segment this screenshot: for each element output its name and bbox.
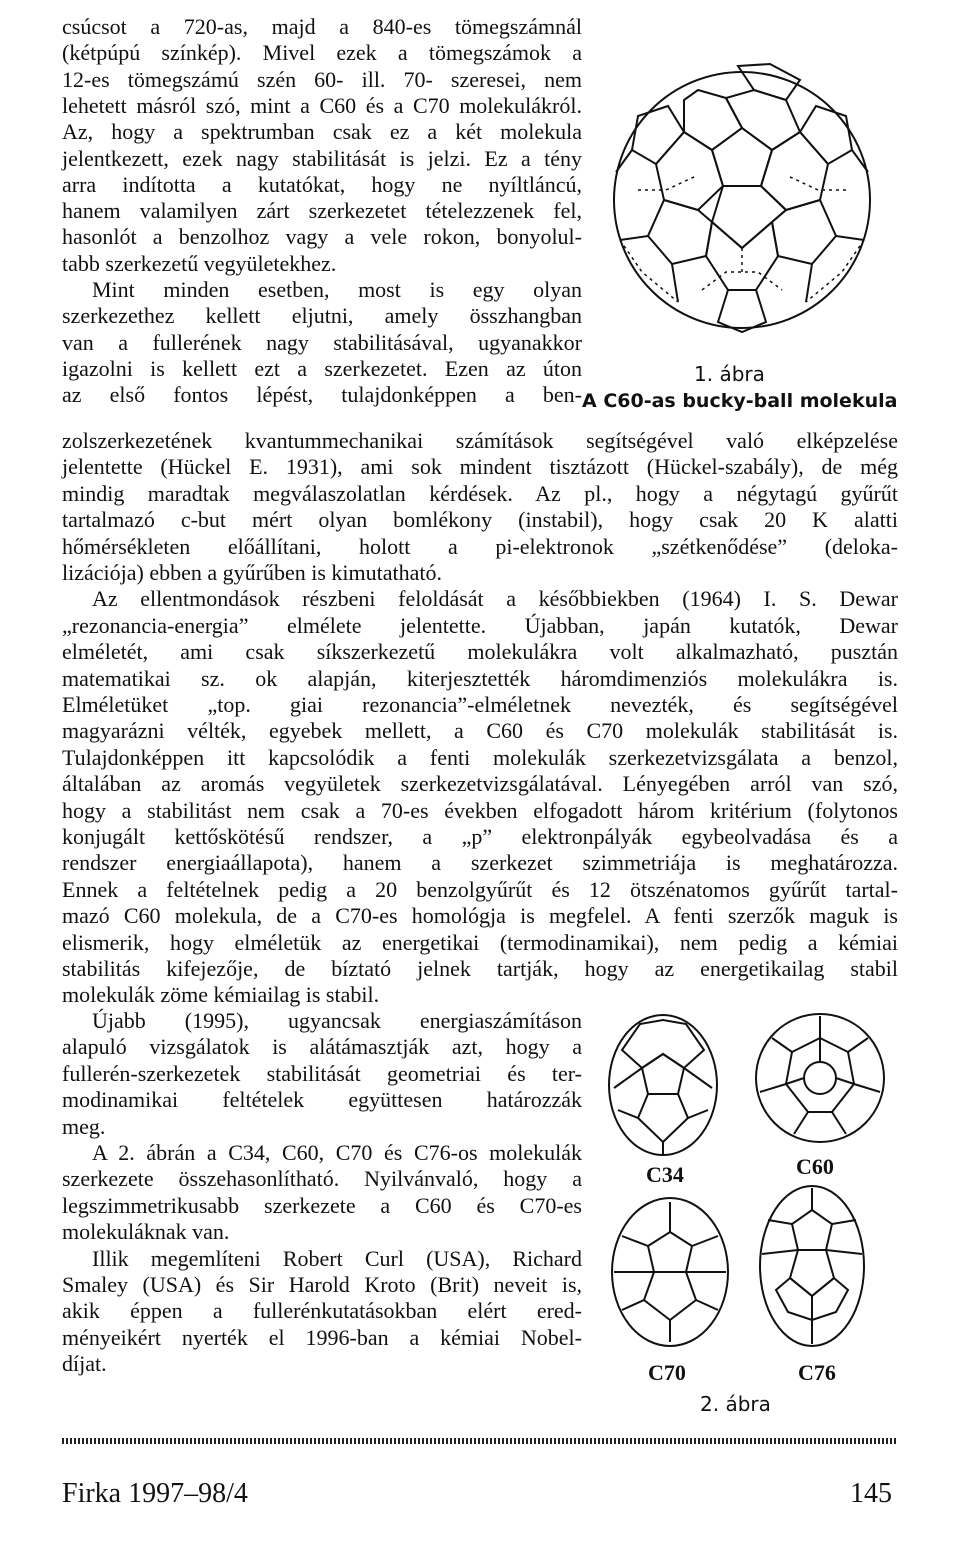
text-line: Smaley (USA) és Sir Harold Kroto (Brit) neveit is,: [62, 1272, 582, 1297]
text-line: (kétpúpú színkép). Mivel ezek a tömegszámok a: [62, 40, 582, 66]
text-line: az első fontos lépést, tulajdonképpen a ben-: [62, 382, 582, 408]
text-line: fullerén-szerkezetek stabilitását geometriai és ter-: [62, 1060, 582, 1086]
text-line: hogy a stabilitást nem csak a 70-es években elfogadott három kritérium (folytonos: [62, 797, 898, 823]
figure1-caption: A C60-as bucky-ball molekula: [582, 390, 898, 412]
text-line: magyarázni vélték, egyebek mellett, a C60 és C70 molekulák stabilitását is.: [62, 718, 898, 744]
text-line: csúcsot a 720-as, majd a 840-es tömegszámnál: [62, 14, 582, 39]
text-line: Az ellentmondások részbeni feloldását a későbbiekben (1964) I. S. Dewar: [92, 586, 898, 612]
text-line: A 2. ábrán a C34, C60, C70 és C76-os molekulák: [92, 1140, 582, 1165]
text-line: hasonlót a benzolhoz vagy a vele rokon, bonyolul-: [62, 224, 582, 250]
text-line: alapuló vizsgálatok is alátámasztják azt, hogy a: [62, 1034, 582, 1060]
text-line: tartalmazó c-but mért olyan bomlékony (instabil), hogy csak 20 K alatti: [62, 507, 898, 533]
figure2-number: 2. ábra: [700, 1392, 771, 1416]
text-line: lehetett másról szó, mint a C60 és a C70 molekulákról.: [62, 92, 582, 118]
text-line: igazolni is kellett ezt a szerkezetet. Ezen az úton: [62, 355, 582, 381]
text-line: zolszerkezetének kvantummechanikai számítások segítségével való elképzelése: [62, 428, 898, 453]
text-line: legszimmetrikusabb szerkezete a C60 és C70-es: [62, 1192, 582, 1218]
text-line: modinamikai feltételek együttesen határozzák: [62, 1087, 582, 1113]
label-c70: C70: [648, 1360, 686, 1385]
text-line: molekulák zöme kémiailag is stabil.: [62, 982, 380, 1008]
text-line: jelentette (Hückel E. 1931), ami sok mindent tisztázott (Hückel-szabály), de még: [62, 454, 898, 480]
text-line: általában az aromás vegyületek szerkezetvizsgálatával. Lényegében arról van szó,: [62, 771, 898, 797]
text-line: elismerik, hogy elméletük az energetikai (termodinamikai), nem pedig a kémiai: [62, 929, 898, 955]
text-line: „rezonancia-energia” elmélete jelentette. Újabban, japán kutatók, Dewar: [62, 612, 898, 638]
c70-molecule-figure: [606, 1192, 734, 1352]
text-line: tabb szerkezetű vegyületekhez.: [62, 250, 337, 276]
c34-molecule-figure: [604, 1010, 722, 1160]
text-line: Ennek a feltételnek pedig a 20 benzolgyűrűt és 12 ötszénatomos gyűrűt tartal-: [62, 876, 898, 902]
text-line: molekuláknak van.: [62, 1219, 230, 1245]
label-c34: C34: [646, 1162, 684, 1187]
c60-buckyball-figure: [606, 40, 878, 360]
text-line: matematikai sz. ok alapján, kiterjesztették háromdimenziós molekulákra is.: [62, 665, 898, 691]
figure1-number: 1. ábra: [694, 362, 765, 386]
text-line: arra indította a kutatókat, hogy ne nyíltláncú,: [62, 171, 582, 197]
text-line: meg.: [62, 1113, 106, 1139]
label-c76: C76: [798, 1360, 836, 1385]
label-c60: C60: [796, 1154, 834, 1179]
text-line: rendszer energiaállapota), hanem a szerkezet szimmetriája is meghatározza.: [62, 850, 898, 876]
c76-molecule-figure: [756, 1180, 868, 1352]
text-line: van a fullerének nagy stabilitásával, ugyanakkor: [62, 329, 582, 355]
journal-name: Firka 1997–98/4: [62, 1478, 248, 1509]
text-line: mazó C60 molekula, de a C70-es homológja is megfelel. A fenti szerzők maguk is: [62, 903, 898, 929]
text-line: díjat.: [62, 1351, 107, 1377]
text-line: konjugált kettőskötésű rendszer, a „p” elektronpályák egybeolvadása és a: [62, 824, 898, 849]
text-line: hőmérsékleten előállítani, holott a pi-elektronok „szétkenődése” (deloka-: [62, 533, 898, 559]
text-line: Az, hogy a spektrumban csak ez a két molekula: [62, 119, 582, 145]
text-line: Tulajdonképpen itt kapcsolódik a fenti molekulák szerkezetvizsgálata a benzol,: [62, 744, 898, 770]
text-line: stabilitás kifejezője, de bíztató jelnek tartják, hogy az energetikailag stabil: [62, 956, 898, 981]
text-line: 12-es tömegszámú szén 60- ill. 70- szeresei, nem: [62, 66, 582, 92]
page-number: 145: [850, 1478, 892, 1509]
text-line: szerkezete összehasonlítható. Nyilvánvaló, hogy a: [62, 1166, 582, 1192]
text-line: Elméletüket „top. giai rezonancia”-elméletnek nevezték, és segítségével: [62, 692, 898, 717]
text-line: hanem valamilyen zárt szerkezetet tételezzenek fel,: [62, 198, 582, 224]
text-line: Újabb (1995), ugyancsak energiaszámításon: [92, 1008, 582, 1033]
text-line: szerkezethez kellett eljutni, amely összhangban: [62, 303, 582, 329]
text-line: elméletét, ami csak síkszerkezetű molekulákra volt alkalmazható, pusztán: [62, 639, 898, 665]
text-line: Mint minden esetben, most is egy olyan: [92, 277, 582, 302]
text-line: akik éppen a fullerénkutatásokban elért ered-: [62, 1298, 582, 1324]
footer-rule: [62, 1438, 898, 1444]
c60-molecule-figure: [750, 1008, 890, 1148]
text-line: lizációja) ebben a gyűrűben is kimutatható.: [62, 560, 442, 585]
text-line: mindig maradtak megválaszolatlan kérdések. Az pl., hogy a négytagú gyűrűt: [62, 480, 898, 506]
text-line: jelentkezett, ezek nagy stabilitását is jelzi. Ez a tény: [62, 145, 582, 171]
text-line: ményeikért nyerték el 1996-ban a kémiai Nobel-: [62, 1324, 582, 1350]
text-line: Illik megemlíteni Robert Curl (USA), Richard: [92, 1245, 582, 1271]
